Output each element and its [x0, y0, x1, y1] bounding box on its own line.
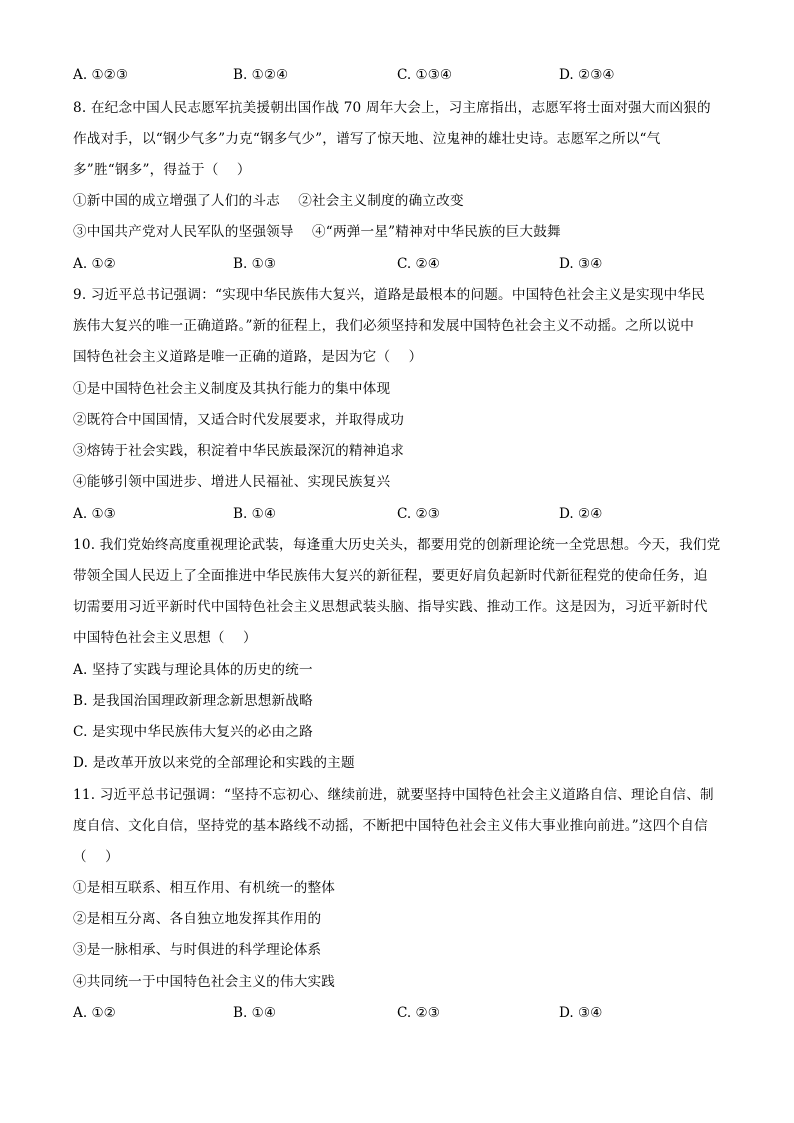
q9-options	[73, 503, 713, 525]
q9-item-4: ④能够引领中国进步、增进人民福祉、实现民族复兴	[73, 474, 391, 490]
option-a[interactable]: A. ①③	[73, 506, 116, 522]
q9-item-3: ③熔铸于社会实践，积淀着中华民族最深沉的精神追求	[73, 443, 405, 459]
q8-items-line-1: ①新中国的成立增强了人们的斗志 ②社会主义制度的确立改变	[73, 193, 464, 209]
q11-item-2: ②是相互分离、各自独立地发挥其作用的	[73, 911, 322, 927]
option-d[interactable]: D. ②③④	[559, 67, 615, 83]
q11-stem-line-1: 11. 习近平总书记强调：“坚持不忘初心、继续前进，就要坚持中国特色社会主义道路自信、理论自信、制	[73, 787, 714, 803]
q10-stem-line-2: 带领全国人民迈上了全面推进中华民族伟大复兴的新征程，要更好肩负起新时代新征程党的使命任务，迫	[73, 568, 708, 584]
q10-option-c[interactable]: C. 是实现中华民族伟大复兴的必由之路	[73, 724, 313, 740]
option-d[interactable]: D. ③④	[559, 256, 603, 272]
q8-options	[73, 253, 713, 275]
q11-item-4: ④共同统一于中国特色社会主义的伟大实践	[73, 974, 336, 990]
q11-stem-line-2: 度自信、文化自信，坚持党的基本路线不动摇，不断把中国特色社会主义伟大事业推向前进。”这四个自信	[73, 818, 708, 834]
option-c[interactable]: C. ②③	[397, 1005, 440, 1021]
q8-stem-line-2: 作战对手，以“钢少气多”力克“钢多气少”，谱写了惊天地、泣鬼神的雄壮史诗。志愿军之所以“气	[73, 131, 661, 147]
q9-stem-line-1: 9. 习近平总书记强调：“实现中华民族伟大复兴，道路是最根本的问题。中国特色社会主义是实现中华民	[73, 287, 705, 303]
q11-item-1: ①是相互联系、相互作用、有机统一的整体	[73, 880, 336, 896]
q11-item-3: ③是一脉相承、与时俱进的科学理论体系	[73, 942, 322, 958]
q10-option-b[interactable]: B. 是我国治国理政新理念新思想新战略	[73, 693, 313, 709]
option-a[interactable]: A. ①②	[73, 256, 116, 272]
option-b[interactable]: B. ①④	[233, 1005, 277, 1021]
q11-stem-line-3: （ ）	[73, 849, 119, 865]
q11-options	[73, 1002, 713, 1024]
option-a[interactable]: A. ①②	[73, 1005, 116, 1021]
q9-stem-line-3: 国特色社会主义道路是唯一正确的道路，是因为它（ ）	[73, 349, 423, 365]
option-a[interactable]: A. ①②③	[73, 67, 129, 83]
option-b[interactable]: B. ①③	[233, 256, 277, 272]
q7-options	[73, 64, 713, 86]
q10-stem-line-1: 10. 我们党始终高度重视理论武装，每逢重大历史关头，都要用党的创新理论统一全党思想。今天，我们党	[73, 537, 721, 553]
q10-stem-line-4: 中国特色社会主义思想（ ）	[73, 630, 257, 646]
option-b[interactable]: B. ①④	[233, 506, 277, 522]
q10-stem-line-3: 切需要用习近平新时代中国特色社会主义思想武装头脑、指导实践、推动工作。这是因为，习近平新时代	[73, 599, 708, 615]
q8-stem-line-1: 8. 在纪念中国人民志愿军抗美援朝出国作战 70 周年大会上，习主席指出，志愿军将士面对强大而凶狠的	[73, 100, 711, 116]
q9-item-1: ①是中国特色社会主义制度及其执行能力的集中体现	[73, 381, 391, 397]
option-c[interactable]: C. ①③④	[397, 67, 453, 83]
q10-option-a[interactable]: A. 坚持了实践与理论具体的历史的统一	[73, 662, 313, 678]
q8-items-line-2: ③中国共产党对人民军队的坚强领导 ④“两弹一星”精神对中华民族的巨大鼓舞	[73, 224, 561, 240]
q8-stem-line-3: 多”胜“钢多”，得益于（ ）	[73, 162, 251, 178]
option-b[interactable]: B. ①②④	[233, 67, 289, 83]
q9-item-2: ②既符合中国国情，又适合时代发展要求，并取得成功	[73, 412, 405, 428]
option-c[interactable]: C. ②③	[397, 506, 440, 522]
q10-option-d[interactable]: D. 是改革开放以来党的全部理论和实践的主题	[73, 755, 355, 771]
option-c[interactable]: C. ②④	[397, 256, 440, 272]
q9-stem-line-2: 族伟大复兴的唯一正确道路。”新的征程上，我们必须坚持和发展中国特色社会主义不动摇。之所以说中	[73, 318, 695, 334]
option-d[interactable]: D. ③④	[559, 1005, 603, 1021]
option-d[interactable]: D. ②④	[559, 506, 603, 522]
